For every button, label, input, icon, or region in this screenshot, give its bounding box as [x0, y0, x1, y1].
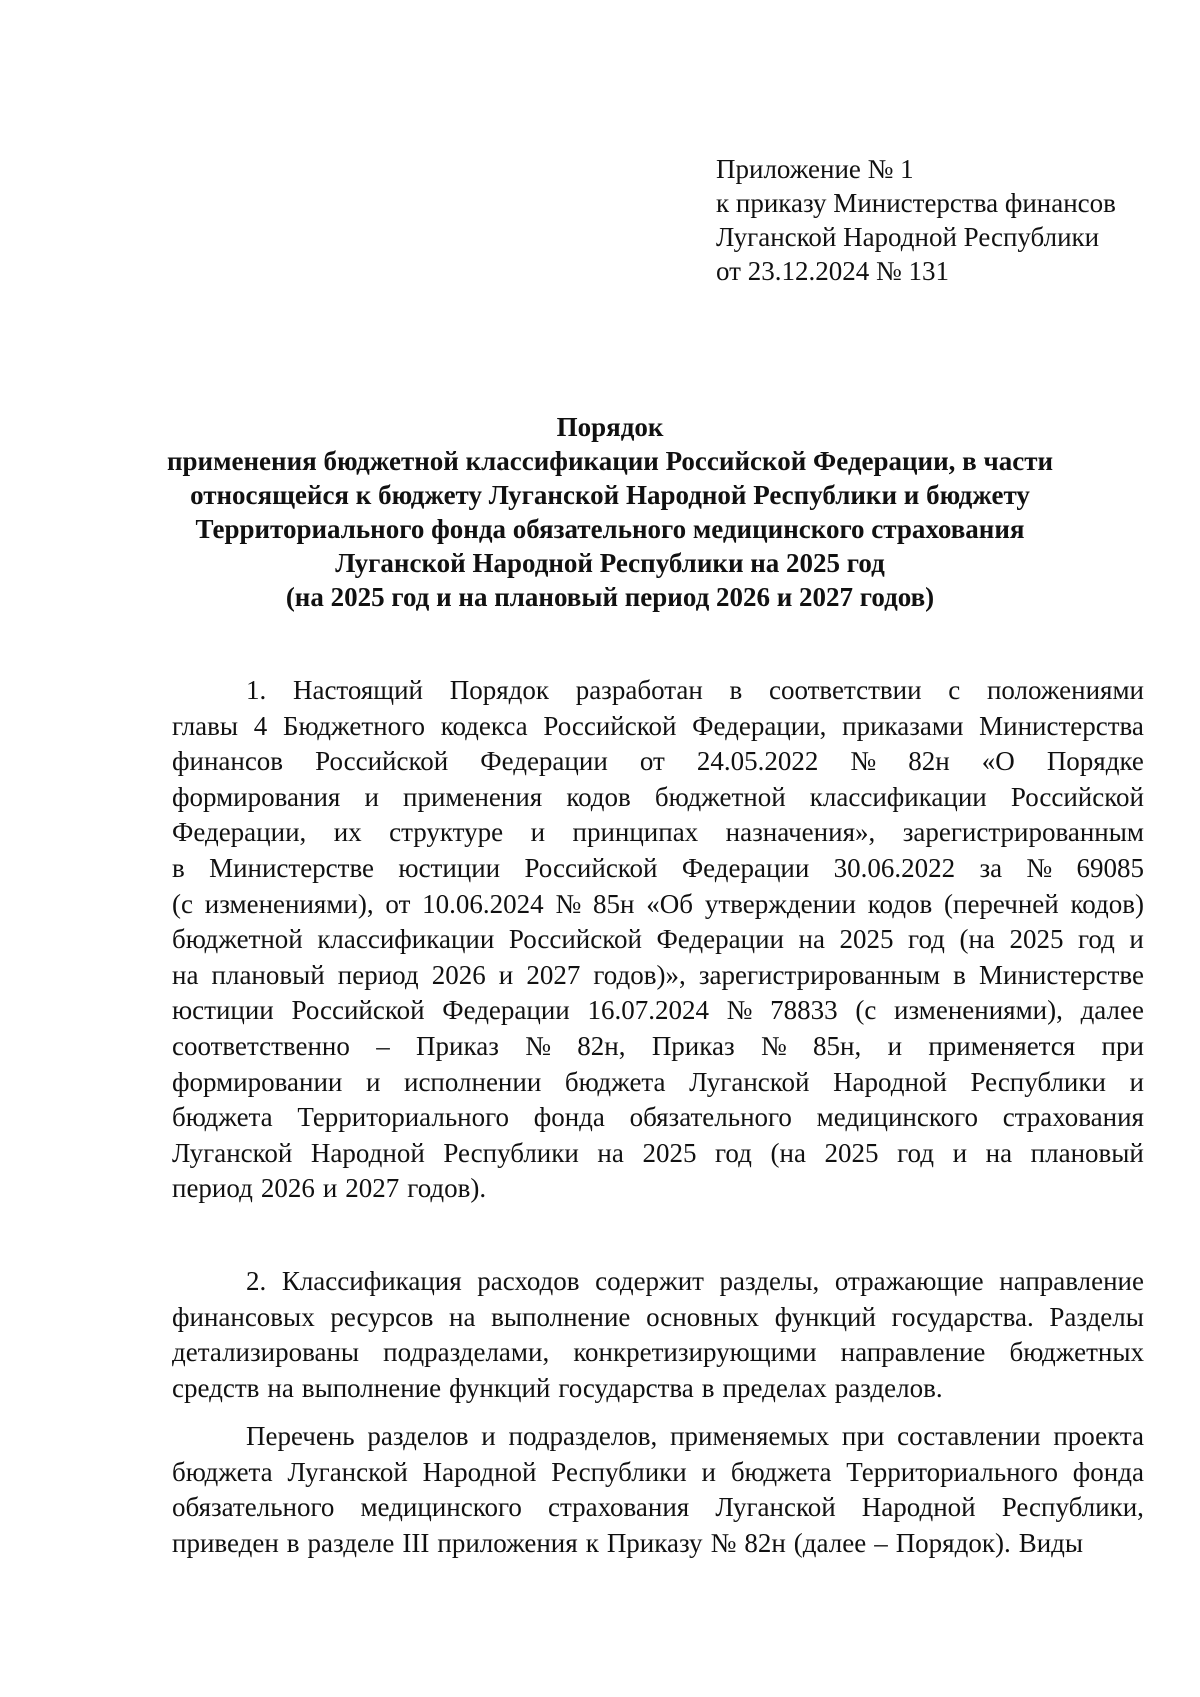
word: III	[402, 1527, 430, 1558]
appendix-header	[716, 152, 1116, 288]
word: на	[172, 959, 199, 990]
word: разделы,	[719, 1266, 820, 1296]
word: к	[585, 1527, 599, 1558]
title-line: относящейся к бюджету Луганской Народной Республики и бюджету	[190, 480, 1030, 510]
word: 2026	[431, 959, 486, 990]
title-line: Территориального фонда обязательного медицинского страхования	[195, 514, 1025, 544]
word: и	[887, 1030, 903, 1061]
paragraph-1	[172, 673, 1144, 1207]
word: Федерации	[681, 852, 810, 883]
word: №	[555, 888, 582, 919]
word: №	[1026, 852, 1053, 883]
word: Федерации	[442, 995, 570, 1026]
title-line: (на 2025 год и на плановый период 2026 и 2027 годов)	[285, 582, 935, 612]
word: разделов	[367, 1421, 469, 1451]
word: от	[385, 888, 411, 919]
paragraph-line	[172, 1100, 1144, 1136]
word: кодов)	[1070, 888, 1144, 919]
word: плановый	[1030, 1137, 1144, 1168]
word: Луганской	[172, 1137, 293, 1168]
paragraph-line	[172, 1526, 1144, 1562]
appendix-line: Приложение № 1	[716, 154, 914, 184]
word: на	[449, 1301, 476, 1332]
appendix-line: от 23.12.2024 № 131	[716, 256, 949, 286]
word: Приказ	[416, 1030, 499, 1061]
word: 82н	[908, 746, 950, 777]
word: №	[710, 1527, 737, 1558]
title-line: Порядок	[556, 412, 664, 442]
word: бюджета	[172, 1456, 273, 1487]
word: зарегистрированным	[698, 959, 941, 990]
paragraph-2	[172, 1264, 1144, 1406]
word: Народной	[310, 1137, 425, 1168]
word: на	[597, 1137, 624, 1168]
word: Российской	[315, 746, 449, 777]
word: 2027	[345, 1173, 400, 1204]
word: с	[948, 675, 961, 705]
word: годов)»,	[593, 959, 686, 990]
word: Порядок).	[895, 1527, 1011, 1558]
word: подразделами,	[383, 1337, 550, 1368]
word: (далее	[793, 1527, 867, 1558]
word: 82н,	[577, 1030, 626, 1061]
word: разделе	[307, 1527, 395, 1558]
word: 30.06.2022	[833, 852, 956, 883]
paragraph-line	[172, 993, 1144, 1029]
word: Республики,	[1001, 1492, 1144, 1523]
word: Российской	[1010, 781, 1144, 812]
word: ресурсов	[330, 1301, 434, 1332]
word: Министерства	[979, 710, 1144, 741]
word: бюджетных	[1009, 1337, 1144, 1368]
word: при	[1101, 1030, 1144, 1061]
paragraph-line	[172, 1419, 1144, 1455]
word: (на	[959, 924, 995, 955]
word: 2025	[839, 924, 894, 955]
word: зарегистрированным	[902, 817, 1144, 848]
word: 82н	[744, 1527, 786, 1558]
word: в	[172, 852, 185, 883]
word: Порядок	[449, 675, 549, 705]
word: кодекса	[440, 710, 528, 741]
word: главы	[172, 710, 239, 741]
word: в	[953, 959, 966, 990]
word: приложения	[437, 1527, 578, 1558]
word: Российской	[508, 924, 642, 955]
word: функций	[774, 1301, 876, 1332]
word: (с	[855, 995, 877, 1026]
word: Федерации	[480, 746, 608, 777]
paragraph-line	[172, 1065, 1144, 1101]
word: изменениями),	[894, 995, 1063, 1026]
word: Федерации	[656, 924, 784, 955]
word: юстиции	[398, 852, 501, 883]
word: Российской	[291, 995, 425, 1026]
word: №	[850, 746, 877, 777]
word: конкретизирующими	[573, 1337, 817, 1368]
word: на	[267, 1372, 294, 1403]
word: юстиции	[172, 995, 274, 1026]
word: приказами	[842, 710, 964, 741]
word: Министерстве	[209, 852, 375, 883]
word: приведен	[172, 1527, 279, 1558]
word: (перечней	[944, 888, 1059, 919]
word: детализированы	[172, 1337, 360, 1368]
word: и	[1129, 1066, 1144, 1097]
word: Луганской	[287, 1456, 408, 1487]
word: 1.	[246, 675, 267, 705]
word: при	[841, 1421, 885, 1451]
word: Настоящий	[292, 675, 423, 705]
word: и	[365, 1066, 381, 1097]
title-line: Луганской Народной Республики на 2025 год	[335, 548, 885, 578]
word: период	[172, 1173, 253, 1204]
word: Республики	[551, 1456, 687, 1487]
word: классификации	[317, 924, 495, 955]
word: принципах	[572, 817, 699, 848]
word: положениями	[986, 675, 1144, 705]
paragraph-line	[172, 887, 1144, 923]
word: пределах	[722, 1372, 827, 1403]
word: Народной	[833, 1066, 947, 1097]
paragraph-line	[172, 1029, 1144, 1065]
word: Федерации,	[172, 817, 307, 848]
word: применяемых	[670, 1421, 830, 1451]
word: соответственно	[172, 1030, 350, 1061]
word: и	[701, 1456, 716, 1487]
word: 78833	[770, 995, 838, 1026]
word: Приказ	[651, 1030, 735, 1061]
word: и	[322, 1173, 338, 1204]
word: 2025	[824, 1137, 879, 1168]
word: 2025	[642, 1137, 697, 1168]
word: год	[897, 1137, 934, 1168]
word: 69085	[1076, 852, 1144, 883]
word: Российской	[524, 852, 658, 883]
word: бюджетной	[172, 924, 303, 955]
paragraph-line	[172, 1455, 1144, 1491]
word: от	[639, 746, 665, 777]
word: 2026	[260, 1173, 315, 1204]
word: структуре	[389, 817, 504, 848]
word: составлении	[897, 1421, 1041, 1451]
word: Приказу	[606, 1527, 703, 1558]
word: государства	[558, 1372, 694, 1403]
word: и	[952, 1137, 968, 1168]
paragraph-line	[172, 780, 1144, 816]
word: отражающие	[834, 1266, 984, 1296]
word: год	[908, 924, 945, 955]
word: применения	[403, 781, 543, 812]
word: «Об	[646, 888, 694, 919]
word: Классификация	[281, 1266, 462, 1296]
word: и	[364, 781, 379, 812]
word: и	[530, 817, 546, 848]
word: Республики	[970, 1066, 1106, 1097]
word: 2025	[1009, 924, 1064, 955]
word: год	[715, 1137, 752, 1168]
word: Разделы	[1049, 1301, 1144, 1332]
word: бюджета	[172, 1102, 273, 1133]
word: 4	[253, 710, 268, 741]
word: плановый	[211, 959, 325, 990]
word: Территориального	[297, 1102, 510, 1133]
word: страхования	[1002, 1102, 1144, 1133]
word: применяется	[928, 1030, 1076, 1061]
word: расходов	[477, 1266, 580, 1296]
word: 2027	[526, 959, 581, 990]
word: 24.05.2022	[696, 746, 819, 777]
word: разделов.	[834, 1372, 943, 1403]
word: страхования	[547, 1492, 690, 1523]
word: назначения»,	[725, 817, 876, 848]
word: №	[760, 1030, 787, 1061]
paragraph-line	[172, 1300, 1144, 1336]
word: финансов	[172, 746, 284, 777]
word: (с	[172, 888, 193, 919]
word: фонда	[533, 1102, 605, 1133]
word: Российской	[543, 710, 677, 741]
word: далее	[1080, 995, 1144, 1026]
word: основных	[646, 1301, 760, 1332]
word: утверждении	[704, 888, 856, 919]
word: исполнении	[404, 1066, 542, 1097]
word: классификации	[809, 781, 987, 812]
word: период	[337, 959, 419, 990]
document-title	[150, 410, 1070, 614]
word: и	[481, 1421, 496, 1451]
word: Министерстве	[978, 959, 1144, 990]
word: Виды	[1018, 1527, 1084, 1558]
paragraph-line	[172, 1171, 1144, 1207]
word: за	[979, 852, 1003, 883]
word: 16.07.2024	[587, 995, 709, 1026]
word: обязательного	[172, 1492, 335, 1523]
word: кодов	[867, 888, 933, 919]
word: медицинского	[360, 1492, 522, 1523]
paragraph-line	[172, 851, 1144, 887]
word: год	[1078, 924, 1115, 955]
word: фонда	[1072, 1456, 1144, 1487]
word: Луганской	[689, 1066, 810, 1097]
title-line: применения бюджетной классификации Российской Федерации, в части	[166, 446, 1054, 476]
word: Перечень	[246, 1421, 355, 1451]
word: 85н,	[813, 1030, 862, 1061]
word: функций	[449, 1372, 551, 1403]
word: 85н	[593, 888, 635, 919]
word: разработан	[575, 675, 703, 705]
word: и	[1129, 924, 1144, 955]
word: формирования	[172, 781, 341, 812]
word: бюджета	[730, 1456, 832, 1487]
word: Территориального	[846, 1456, 1058, 1487]
word: –	[376, 1030, 390, 1061]
word: Народной	[861, 1492, 976, 1523]
word: и	[498, 959, 514, 990]
word: Луганской	[715, 1492, 836, 1523]
word: соответствии	[768, 675, 922, 705]
word: №	[726, 995, 753, 1026]
word: в	[729, 675, 743, 705]
word: на	[798, 924, 825, 955]
word: бюджетной	[654, 781, 786, 812]
paragraph-line	[172, 673, 1144, 709]
paragraph-line	[172, 1335, 1144, 1371]
word: выполнение	[301, 1372, 442, 1403]
word: Федерации,	[692, 710, 827, 741]
word: содержит	[595, 1266, 704, 1296]
word: (на	[770, 1137, 806, 1168]
word: в	[701, 1372, 715, 1403]
paragraph-line	[172, 1490, 1144, 1526]
paragraph-line	[172, 922, 1144, 958]
appendix-line: Луганской Народной Республики	[716, 222, 1100, 252]
paragraph-line	[172, 958, 1144, 994]
word: формировании	[172, 1066, 343, 1097]
word: направление	[840, 1337, 986, 1368]
appendix-line: к приказу Министерства финансов	[716, 188, 1116, 218]
paragraph-line	[172, 1136, 1144, 1172]
word: 10.06.2024	[422, 888, 544, 919]
word: Республики	[443, 1137, 579, 1168]
word: Народной	[422, 1456, 537, 1487]
paragraph-line	[172, 1264, 1144, 1300]
word: подразделов,	[508, 1421, 658, 1451]
word: изменениями),	[204, 888, 374, 919]
word: средств	[172, 1372, 260, 1403]
word: бюджета	[564, 1066, 666, 1097]
paragraph-3	[172, 1419, 1144, 1561]
paragraph-line	[172, 1371, 1144, 1407]
word: в	[286, 1527, 300, 1558]
word: финансовых	[172, 1301, 315, 1332]
word: годов).	[407, 1173, 487, 1204]
paragraph-line	[172, 709, 1144, 745]
word: кодов	[566, 781, 631, 812]
word: «О	[981, 746, 1015, 777]
word: выполнение	[491, 1301, 631, 1332]
word: Порядке	[1046, 746, 1144, 777]
paragraph-line	[172, 744, 1144, 780]
word: медицинского	[816, 1102, 978, 1133]
word: государства.	[891, 1301, 1034, 1332]
word: направление	[999, 1266, 1144, 1296]
word: их	[333, 817, 362, 848]
word: Бюджетного	[283, 710, 425, 741]
word: №	[525, 1030, 551, 1061]
word: –	[874, 1527, 888, 1558]
word: 2.	[246, 1266, 267, 1296]
word: на	[985, 1137, 1013, 1168]
paragraph-line	[172, 815, 1144, 851]
word: обязательного	[629, 1102, 792, 1133]
word: проекта	[1053, 1421, 1144, 1451]
